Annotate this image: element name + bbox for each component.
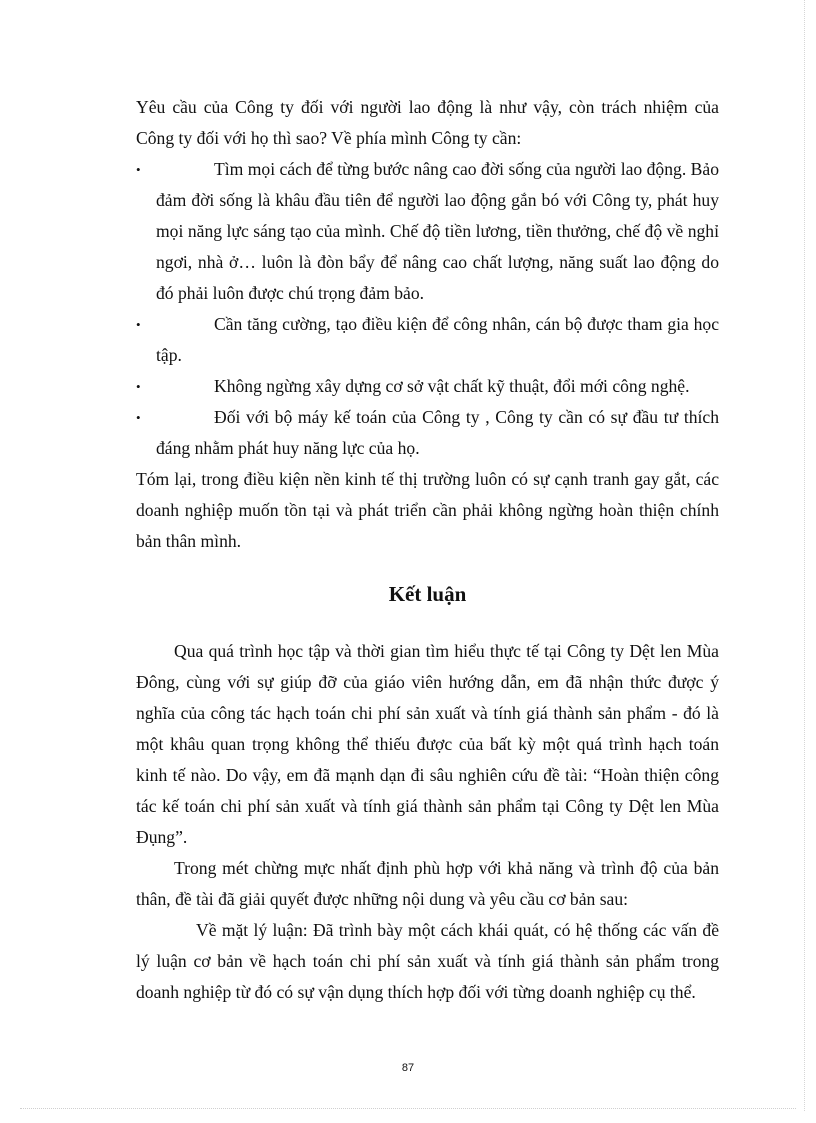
conclusion-paragraph-3: Về mặt lý luận: Đã trình bày một cách khái quát, có hệ thống các vấn đề lý luận cơ bản về hạch toán chi phí sản xuất và tính giá thành sản phẩm trong doanh nghiệp từ đó có sự vận dụng thích hợp đối với từng doanh nghiệp cụ thể. [136, 920, 719, 1002]
bullet-dot-icon: • [136, 410, 141, 425]
bullet-item [136, 309, 719, 371]
bottom-dotted-rule [20, 1108, 796, 1109]
conclusion-paragraph-1: Qua quá trình học tập và thời gian tìm hiểu thực tế tại Công ty Dệt len Mùa Đông, cùng với sự giúp đỡ của giáo viên hướng dẫn, em đã nhận thức được ý nghĩa của công tác hạch toán chi phí sản xuất và tính giá thành sản phẩm - đó là một khâu quan trọng không thể thiếu được của bất kỳ một quá trình hạch toán kinh tế nào. Do vậy, em đã mạnh dạn đi sâu nghiên cứu đề tài: “Hoàn thiện công tác kế toán chi phí sản xuất và tính giá thành sản phẩm tại Công ty Dệt len Mùa Đụng”. [136, 641, 719, 847]
right-dotted-rule [804, 0, 805, 1111]
bullet-dot-icon: • [136, 379, 141, 394]
bullet-text: Đối với bộ máy kế toán của Công ty , Công ty cần có sự đầu tư thích đáng nhằm phát huy năng lực của họ. [156, 407, 719, 458]
bullet-dot-icon: • [136, 317, 141, 332]
intro-paragraph: Yêu cầu của Công ty đối với người lao động là như vậy, còn trách nhiệm của Công ty đối với họ thì sao? Về phía mình Công ty cần: [136, 97, 719, 148]
bullet-item [136, 371, 719, 402]
page-number: 87 [401, 1062, 415, 1074]
bullet-item [136, 402, 719, 464]
bullet-dot-icon: • [136, 162, 141, 177]
conclusion-paragraph-2: Trong mét chừng mực nhất định phù hợp với khả năng và trình độ của bản thân, đề tài đã giải quyết được những nội dung và yêu cầu cơ bản sau: [136, 858, 719, 909]
bullet-text: Không ngừng xây dựng cơ sở vật chất kỹ thuật, đổi mới công nghệ. [214, 376, 690, 396]
conclusion-heading: Kết luận [388, 582, 467, 606]
summary-paragraph: Tóm lại, trong điều kiện nền kinh tế thị trường luôn có sự cạnh tranh gay gắt, các doanh nghiệp muốn tồn tại và phát triển cần phải không ngừng hoàn thiện chính bản thân mình. [136, 469, 719, 551]
bullet-text: Tìm mọi cách để từng bước nâng cao đời sống của người lao động. Bảo đảm đời sống là khâu đầu tiên để người lao động gắn bó với Công ty, phát huy mọi năng lực sáng tạo của mình. Chế độ tiền lương, tiền thưởng, chế độ về nghỉ ngơi, nhà ở… luôn là đòn bẩy để nâng cao chất lượng, năng suất lao động do đó phải luôn được chú trọng đảm bảo. [156, 159, 719, 303]
bullet-item [136, 154, 719, 309]
page-body [136, 92, 719, 1008]
bullet-text: Cần tăng cường, tạo điều kiện để công nhân, cán bộ được tham gia học tập. [156, 314, 719, 365]
